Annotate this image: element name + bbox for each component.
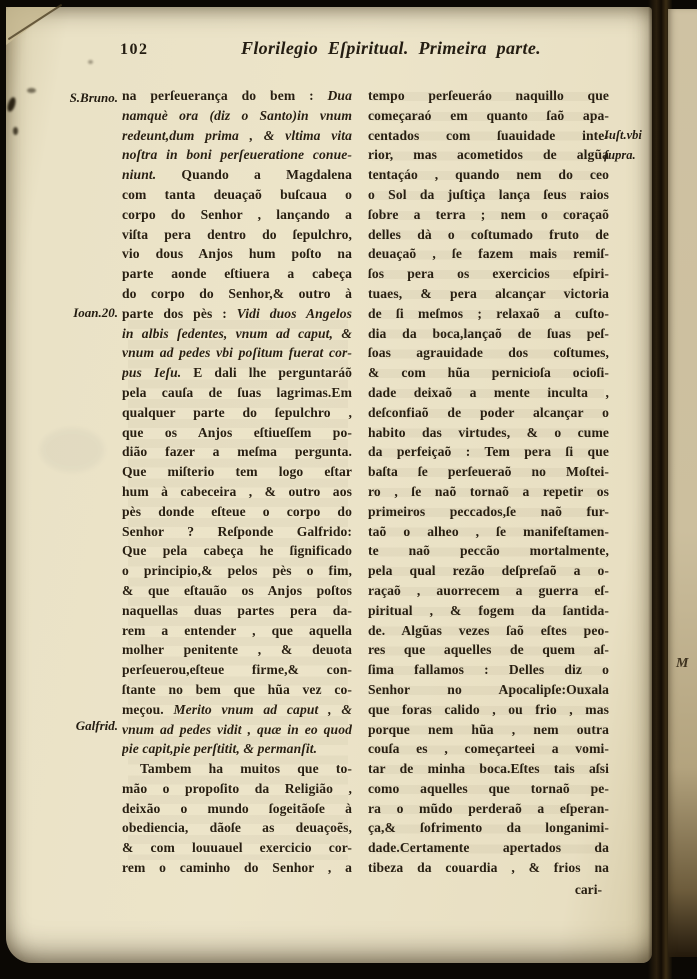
text-line [122,442,352,462]
text-line [368,244,609,264]
roman-text-segment: naquellas duas partes pera da- [122,602,352,618]
text-line [122,363,352,383]
catchword: cari- [574,882,602,897]
text-line [368,324,609,344]
text-line [368,818,609,838]
roman-text-segment: ſos pera os exercicios eſpiri- [368,266,609,282]
text-line [122,205,352,225]
roman-text-segment: rior, mas acometidos de algũa [368,147,609,163]
text-line [368,700,609,720]
text-line [368,403,609,423]
text-line [122,720,352,740]
roman-text-segment: do corpo do Senhor,& outro à [122,285,352,301]
text-line [122,106,352,126]
margin-note-left: Galfrid. [75,718,118,733]
roman-text-segment: Que miſterio tem logo eſtar [122,464,352,480]
roman-text-segment: rem a entender , que aquella [122,622,352,638]
text-line [122,284,352,304]
roman-text-segment: Quando a Magdalena [156,167,352,183]
text-line [122,324,352,344]
ink-stain [13,127,18,135]
text-line [368,640,609,660]
roman-text-segment: dade.Certamente apertados da [368,840,609,856]
roman-text-segment: primeiros peccados,ſe naõ fur- [368,503,609,519]
roman-text-segment: porque nem hũa , nem outra [368,721,609,737]
text-line [368,502,609,522]
text-line [122,225,352,245]
text-line [368,145,609,165]
text-line [368,185,609,205]
roman-text-segment: perſeuerou,eſteue firme,& con- [122,662,352,678]
roman-text-segment: piritual , & fogem da ſantida- [368,602,609,618]
roman-text-segment: ſtante no bem que hũa vez co- [122,681,352,697]
italic-text-segment: noſtra in boni perſeueratione conue- [122,147,352,163]
roman-text-segment: pela cauſa de ſuas lagrimas.Em [122,384,352,400]
roman-text-segment: de ſi meſmos ; relaxaõ a cuſto- [368,305,609,321]
roman-text-segment: & com hũa pernicioſa ocioſi- [368,365,609,381]
text-line [122,621,352,641]
running-title: Florilegio Eſpiritual. Primeira parte. [241,38,541,58]
italic-text-segment: vnum ad pedes vidit , quæ in eo quod [122,721,352,737]
italic-text-segment: Vidi duos Angelos [236,305,352,321]
text-line [368,264,609,284]
text-line [122,799,352,819]
roman-text-segment: de. Algũas vezes ſaõ eſtes peo- [368,622,609,638]
roman-text-segment: ſima fallamos : Delles diz o [368,662,609,678]
text-line [122,383,352,403]
text-line [368,561,609,581]
roman-text-segment: baſta ſe perſeueraõ no Moſtei- [368,464,609,480]
roman-text-segment: obediencia, dãoſe as deuaçoẽs, [122,820,352,836]
text-line [122,86,352,106]
roman-text-segment: ra o mũdo perderaõ a eſperan- [368,800,609,816]
roman-text-segment: que foras calido , ou frio , mas [368,701,609,717]
roman-text-segment: ça,& ſofrimento da longanimi- [368,820,609,836]
text-line [368,581,609,601]
roman-text-segment: parte aonde eſtiuera a cabeça [122,266,352,282]
roman-text-segment: que os Anjos eſtiueſſem po- [122,424,352,440]
roman-text-segment: como aquelles que tornaõ pe- [368,780,609,796]
roman-text-segment: pela qual rezão deſpreſaõ a o- [368,563,609,579]
roman-text-segment: Senhor ? Reſponde Galfrido: [122,523,352,539]
text-line [368,799,609,819]
text-line [122,264,352,284]
text-line [122,423,352,443]
roman-text-segment: vio dous Anjos hum poſto na [122,246,352,262]
text-line [368,225,609,245]
text-line [368,284,609,304]
roman-text-segment: deuaçaõ , ſe fazem mais remiſ- [368,246,609,262]
text-line [368,442,609,462]
text-line [122,581,352,601]
text-line [368,343,609,363]
roman-text-segment: deſconfiaõ de poder alcançar o [368,404,609,420]
roman-text-segment: qualquer parte do ſepulchro , [122,404,352,420]
roman-text-segment: taõ o alheo , ſe manifeſtamen- [368,523,609,539]
roman-text-segment: & com louuauel exercicio cor- [122,840,352,856]
page-number: 102 [120,41,149,58]
roman-text-segment: tuaes, & pera alcançar victoria [368,285,609,301]
roman-text-segment: pès donde eſteue o corpo do [122,503,352,519]
text-line [122,304,352,324]
italic-text-segment: vnum ad pedes vbi poſitum fuerat cor- [122,345,352,361]
text-line [368,759,609,779]
roman-text-segment: ſobre a terra ; nem o coraçaõ [368,206,609,222]
roman-text-segment: ſoas agrauidade dos coſtumes, [368,345,609,361]
roman-text-segment: com tanta deuaçaõ buſcaua o [122,186,352,202]
text-line [122,522,352,542]
text-line [122,739,352,759]
roman-text-segment: E dali lhe perguntaráõ [181,365,352,381]
roman-text-segment: molher penitente , & deuota [122,642,352,658]
text-line [122,145,352,165]
text-line [368,680,609,700]
text-line [122,244,352,264]
text-line [368,106,609,126]
text-line [368,383,609,403]
roman-text-segment: ro , ſe naõ tornaõ a repetir os [368,483,609,499]
italic-text-segment: namquè ora (diz o Santo)in vnum [122,107,352,123]
text-column-right [368,86,609,878]
text-line [368,522,609,542]
roman-text-segment: habito das virtudes, & o cume [368,424,609,440]
roman-text-segment: rem o caminho do Senhor , a [122,860,352,876]
text-line [122,403,352,423]
roman-text-segment: Tambem ha muitos que to- [140,761,352,777]
text-line [368,482,609,502]
text-line [122,343,352,363]
text-line [122,601,352,621]
text-column-left [122,86,352,878]
roman-text-segment: deixão o mundo ſogeitãoſe à [122,800,352,816]
italic-text-segment: Dua [327,88,352,103]
roman-text-segment: meçou. [122,701,174,717]
roman-text-segment: parte dos pès : [122,305,237,321]
text-line [122,502,352,522]
text-line [368,165,609,185]
roman-text-segment: delles dà o coſtumado fruto de [368,226,609,242]
roman-text-segment: o principio,& pelos pès o fim, [122,563,352,579]
text-line [368,304,609,324]
text-line [122,779,352,799]
roman-text-segment: te naõ peccão mortalmente, [368,543,609,559]
text-line [122,838,352,858]
text-line [122,640,352,660]
roman-text-segment: Senhor no Apocalipſe:Ouxala [368,681,609,697]
text-line [122,185,352,205]
text-line [368,601,609,621]
italic-text-segment: pus Ieſu. [122,365,182,381]
margin-note-left: Ioan.20. [73,305,118,320]
roman-text-segment: centados com ſuauidade inte- [368,127,609,143]
italic-text-segment: pie capit,pie perſtitit, & permanſit. [122,741,318,757]
italic-text-segment: niunt. [122,167,157,183]
text-line [122,165,352,185]
ink-stain [88,60,93,64]
margin-note-right: Iuſt.vbi [604,128,642,142]
roman-text-segment: o Sol da juſtiça lança ſeus raios [368,186,609,202]
text-line [368,423,609,443]
roman-text-segment: tibeza da couardia , & frios na [368,860,609,876]
roman-text-segment: corpo do Senhor , lançando a [122,206,352,222]
adjacent-page-edge [668,9,697,957]
roman-text-segment: dia da boca,lançaõ de ſuas peſ- [368,325,609,341]
text-line [368,462,609,482]
text-line [122,482,352,502]
text-line [368,126,609,146]
text-line [368,779,609,799]
roman-text-segment: tentaçáo , quando nem do ceo [368,167,609,183]
text-line [122,858,352,878]
roman-text-segment: raçaõ , auorrecem a guerra eſ- [368,582,609,598]
roman-text-segment: dião fazer a meſma pergunta. [122,444,352,460]
roman-text-segment: da perfeiçaõ : Tem pera ſi que [368,444,609,460]
text-line [122,126,352,146]
text-line [368,739,609,759]
roman-text-segment: couſa es , começarteei a vomi- [368,741,609,757]
text-line [122,660,352,680]
roman-text-segment: na perſeuerança do bem : [122,88,328,103]
text-line [368,720,609,740]
text-line [122,680,352,700]
roman-text-segment: hum à cabeceira , & outro aos [122,483,352,499]
text-line [368,541,609,561]
text-line [122,818,352,838]
text-line [368,205,609,225]
roman-text-segment: & que eſtauão os Anjos poſtos [122,582,352,598]
text-line [368,86,609,106]
text-line [368,363,609,383]
margin-note-right: ſupra. [604,148,636,162]
roman-text-segment: res que aquelles de quem aſ- [368,642,609,658]
text-line [122,561,352,581]
text-line [368,621,609,641]
italic-text-segment: Merito vnum ad caput , & [173,701,352,717]
text-line [368,838,609,858]
text-line [122,541,352,561]
text-line [122,759,352,779]
roman-text-segment: viſta pera dentro do ſepulchro, [122,226,352,242]
margin-note-left: S.Bruno. [69,90,118,105]
roman-text-segment: dade deixaõ a mente inculta , [368,384,609,400]
text-line [368,858,609,878]
roman-text-segment: mão o propoſito da Religião , [122,780,352,796]
roman-text-segment: começaraó em quanto ſaõ apa- [368,107,609,123]
italic-text-segment: in albis ſedentes, vnum ad caput, & [122,325,352,341]
text-line [368,660,609,680]
roman-text-segment: Que pela cabeça he ſignificado [122,543,352,559]
italic-text-segment: redeunt,dum prima , & vltima vita [122,127,352,143]
facing-page-bleed-letter: M [676,656,689,671]
text-line [122,462,352,482]
text-line [122,700,352,720]
roman-text-segment: tar de minha boca.Eſtes tais aſsi [368,761,609,777]
roman-text-segment: tempo perſeueráo naquillo que [368,88,609,103]
